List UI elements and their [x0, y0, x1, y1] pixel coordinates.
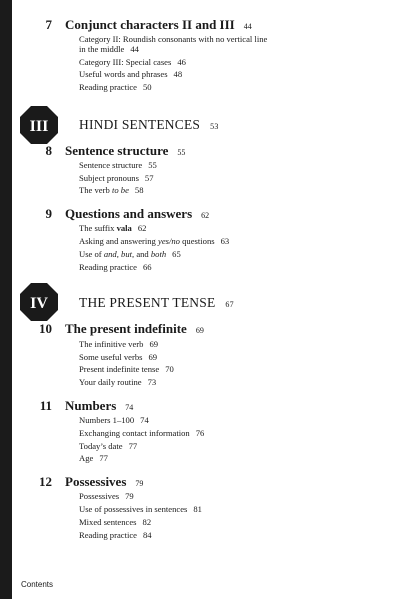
- toc-entry[interactable]: [79, 516, 151, 529]
- part-title-text: THE PRESENT TENSE: [79, 295, 216, 310]
- entry-page: 81: [193, 504, 202, 514]
- chapter-title[interactable]: [65, 17, 252, 33]
- entry-page: 55: [148, 160, 157, 170]
- entry-text-bold: vala: [116, 223, 132, 233]
- entry-text: questions: [179, 236, 215, 246]
- chapter-title-text: Sentence structure: [65, 143, 169, 158]
- chapter-page: 69: [195, 326, 204, 335]
- chapter-title[interactable]: [65, 206, 209, 222]
- toc-entry[interactable]: [79, 43, 139, 56]
- entry-text: Category III: Special cases: [79, 57, 172, 67]
- part-title[interactable]: [79, 117, 219, 133]
- entry-text: Use of possessives in sentences: [79, 504, 188, 514]
- entry-page: 58: [134, 185, 144, 195]
- entry-text-italic: to be: [111, 185, 129, 195]
- entry-text: Reading practice: [79, 82, 137, 92]
- part-numeral: IV: [30, 295, 48, 312]
- entry-page: 69: [149, 339, 159, 349]
- entry-text-italic: but: [118, 249, 133, 259]
- toc-entry[interactable]: [79, 529, 152, 542]
- part-title[interactable]: [79, 295, 234, 311]
- footer-label: Contents: [21, 580, 54, 589]
- entry-text: Reading practice: [79, 530, 137, 540]
- entry-text: , and: [132, 249, 151, 259]
- entry-text: Exchanging contact information: [79, 428, 190, 438]
- entry-page: 69: [148, 352, 158, 362]
- part-page: 53: [210, 122, 219, 131]
- entry-page: 57: [144, 173, 154, 183]
- part-page: 67: [225, 300, 234, 309]
- toc-entry[interactable]: [79, 68, 182, 81]
- chapter-number: 12: [39, 474, 52, 489]
- chapter-title[interactable]: [65, 143, 185, 159]
- part-title-text: HINDI SENTENCES: [79, 117, 201, 132]
- entry-text: The infinitive verb: [79, 339, 144, 349]
- toc-entry[interactable]: [79, 427, 204, 440]
- entry-text: The verb: [79, 185, 112, 195]
- chapter-number: 10: [39, 321, 52, 336]
- entry-text: Reading practice: [79, 262, 137, 272]
- toc-entry[interactable]: [79, 56, 186, 69]
- toc-entry[interactable]: [79, 490, 134, 503]
- entry-text: Your daily routine: [79, 377, 142, 387]
- entry-page: 79: [125, 491, 134, 501]
- entry-text: Asking and answering: [79, 236, 159, 246]
- chapter-number: 7: [45, 17, 52, 32]
- chapter-number: 11: [39, 398, 52, 413]
- entry-text: Subject pronouns: [79, 173, 139, 183]
- toc-entry[interactable]: [79, 261, 152, 274]
- toc-entry[interactable]: [79, 503, 202, 516]
- entry-text-italic: and: [103, 249, 117, 259]
- chapter-number: 8: [45, 143, 52, 158]
- entry-page: 46: [177, 57, 186, 67]
- toc-entry[interactable]: [79, 81, 152, 94]
- entry-page: 74: [140, 415, 149, 425]
- chapter-title[interactable]: [65, 398, 133, 414]
- toc-entry[interactable]: [79, 376, 156, 389]
- chapter-page: 44: [243, 22, 252, 31]
- entry-page: 63: [220, 236, 230, 246]
- toc-entry[interactable]: [79, 338, 158, 351]
- entry-text: Category II: Roundish consonants with no vertical line: [79, 34, 268, 44]
- chapter-page: 74: [125, 403, 134, 412]
- entry-text: Present indefinite tense: [79, 364, 160, 374]
- chapter-title[interactable]: [65, 474, 143, 490]
- entry-page: 44: [130, 44, 139, 54]
- toc-entry[interactable]: [79, 248, 181, 261]
- entry-page: 77: [99, 453, 108, 463]
- toc-entry[interactable]: [79, 184, 143, 197]
- entry-text: Use of: [79, 249, 104, 259]
- entry-text: ,: [116, 249, 119, 259]
- chapter-title-text: The present indefinite: [65, 321, 187, 336]
- entry-text: Mixed sentences: [79, 517, 137, 527]
- part-badge-octagon: [20, 106, 58, 144]
- entry-page: 66: [142, 262, 152, 272]
- chapter-title-text: Possessives: [65, 474, 127, 489]
- toc-entry[interactable]: [79, 222, 146, 235]
- entry-page: 77: [128, 441, 138, 451]
- entry-page: 84: [142, 530, 152, 540]
- part-badge-octagon: [20, 283, 58, 321]
- entry-text: The suffix: [79, 223, 117, 233]
- entry-text: Today’s date: [79, 441, 123, 451]
- toc-entry[interactable]: [79, 172, 154, 185]
- entry-page: 50: [142, 82, 152, 92]
- toc-entry[interactable]: [79, 235, 229, 248]
- entry-page: 76: [195, 428, 205, 438]
- entry-text: in the middle: [79, 44, 125, 54]
- chapter-title-text: Numbers: [65, 398, 117, 413]
- entry-text: Some useful verbs: [79, 352, 143, 362]
- toc-entry[interactable]: [79, 440, 137, 453]
- page-spine: [0, 0, 12, 599]
- chapter-page: 62: [201, 211, 210, 220]
- entry-page: 48: [173, 69, 183, 79]
- entry-text: Sentence structure: [79, 160, 143, 170]
- chapter-title-text: Conjunct characters II and III: [65, 17, 235, 32]
- entry-page: 65: [172, 249, 181, 259]
- chapter-page: 55: [177, 148, 186, 157]
- chapter-number: 9: [45, 206, 52, 221]
- entry-text: Numbers 1–100: [79, 415, 135, 425]
- entry-page: 82: [142, 517, 152, 527]
- toc-entry[interactable]: [79, 351, 157, 364]
- toc-entry[interactable]: [79, 452, 108, 465]
- chapter-page: 79: [135, 479, 144, 488]
- toc-entry[interactable]: [79, 414, 149, 427]
- entry-text: Possessives: [79, 491, 120, 501]
- chapter-title-text: Questions and answers: [65, 206, 193, 221]
- chapter-title[interactable]: [65, 321, 204, 337]
- entry-text: Age: [79, 453, 94, 463]
- part-numeral: III: [29, 118, 49, 135]
- toc-entry[interactable]: [79, 363, 174, 376]
- entry-page: 62: [137, 223, 147, 233]
- entry-text-italic: yes/no: [158, 236, 180, 246]
- entry-page: 73: [147, 377, 157, 387]
- entry-page: 70: [165, 364, 174, 374]
- toc-entry[interactable]: [79, 159, 157, 172]
- entry-text-italic: both: [150, 249, 167, 259]
- entry-text: Useful words and phrases: [79, 69, 168, 79]
